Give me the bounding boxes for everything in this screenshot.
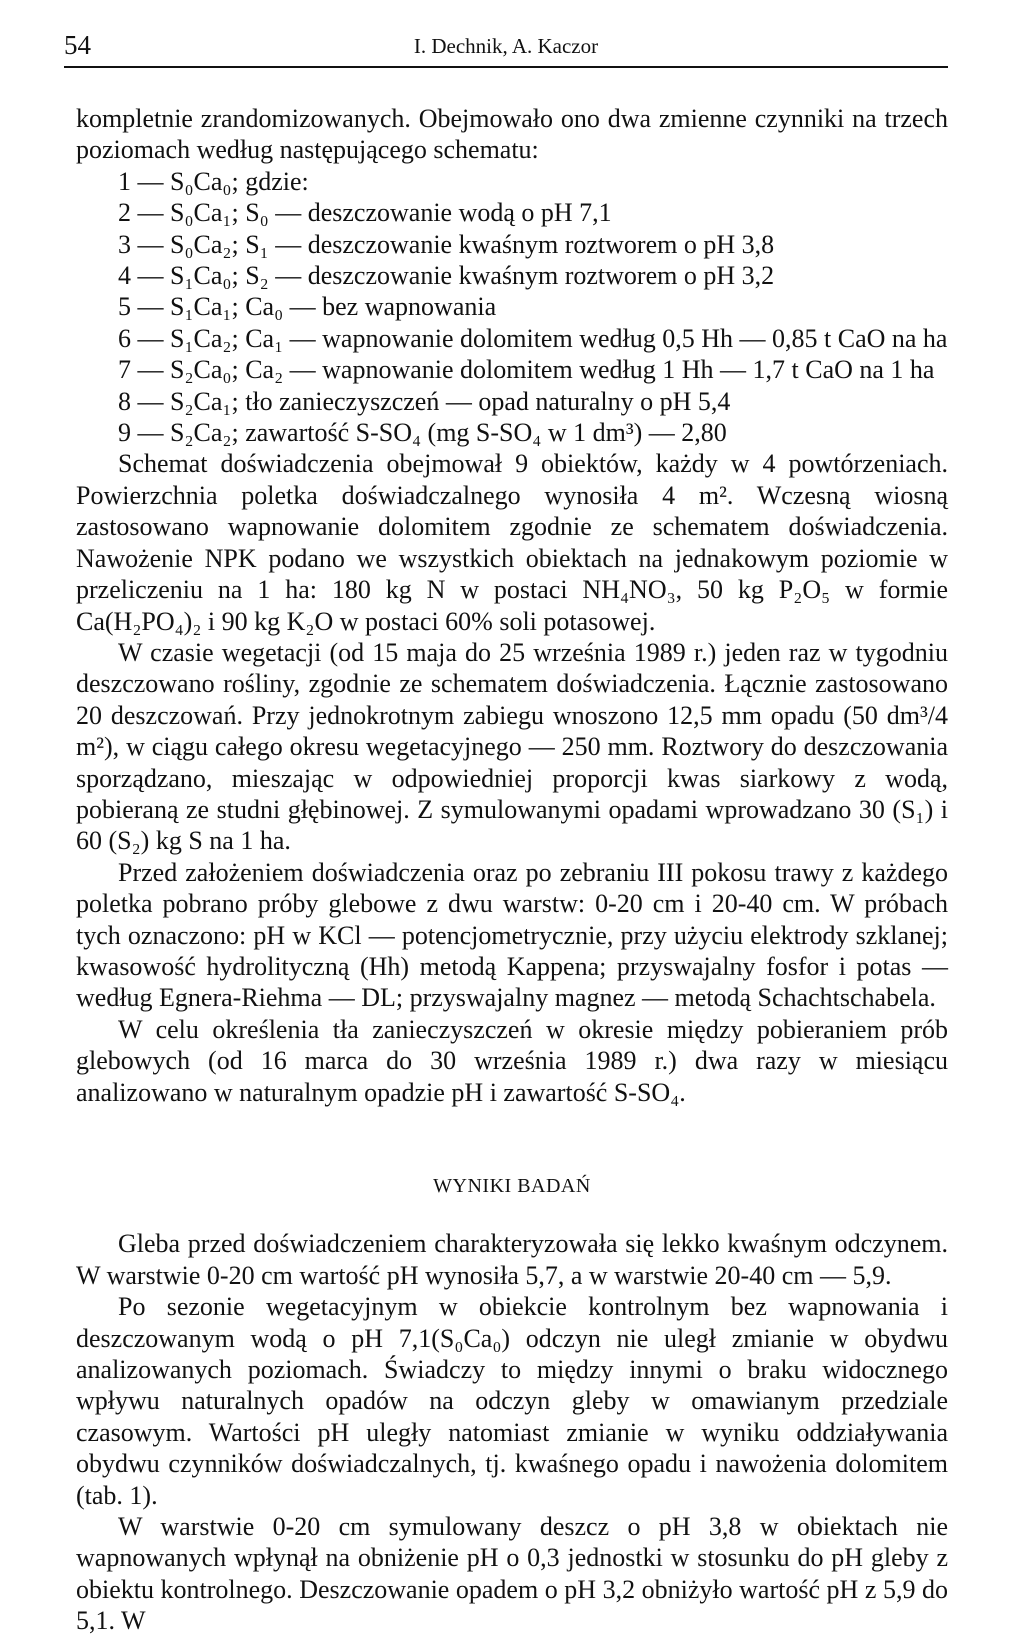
page-header [64, 26, 948, 68]
scheme-item: 7 — S₂Ca₀; Ca₂ — wapnowanie dolomitem według 1 Hh — 1,7 t CaO na 1 ha [118, 355, 935, 385]
scheme-item: 4 — S₁Ca₀; S₂ — deszczowanie kwaśnym roztworem o pH 3,2 [118, 261, 775, 291]
scheme-item: 2 — S₀Ca₁; S₀ — deszczowanie wodą o pH 7,1 [118, 198, 612, 228]
scheme-item: 8 — S₂Ca₁; tło zanieczyszczeń — opad naturalny o pH 5,4 [118, 386, 731, 416]
scheme-item: 1 — S₀Ca₀; gdzie: [118, 166, 309, 196]
page-body [76, 103, 948, 1637]
scheme-item: 9 — S₂Ca₂; zawartość S-SO₄ (mg S-SO₄ w 1 dm³) — 2,80 [118, 418, 727, 448]
scheme-item: 5 — S₁Ca₁; Ca₀ — bez wapnowania [118, 292, 497, 322]
paragraph-scheme-description: Schemat doświadczenia obejmował 9 obiektów, każdy w 4 powtórzeniach. Powierzchnia poletka doświadczalnego wynosiła 4 m². Wczesną wiosną zastosowano wapnowanie dolomitem zgodnie ze schematem doświadczenia. Nawożenie NPK podano we wszystkich obiektach na jednakowym poziomie w przeliczeniu na 1 ha: 180 kg N w postaci NH₄NO₃, 50 kg P₂O₅ w formie Ca(H₂PO₄)₂ i 90 kg K₂O w postaci 60% soli potasowej. [76, 449, 948, 636]
paragraph-background-pollution: W celu określenia tła zanieczyszczeń w okresie między pobieraniem prób glebowych (od 16 marca do 30 września 1989 r.) dwa razy w miesiącu analizowano w naturalnym opadzie pH i zawartość S-SO₄. [76, 1014, 948, 1107]
results-paragraph-topsoil: W warstwie 0-20 cm symulowany deszcz o pH 3,8 w obiektach nie wapnowanych wpłynął na obniżenie pH o 0,3 jednostki w stosunku do pH gleby z obiektu kontrolnego. Deszczowanie opadem o pH 3,2 obniżyło wartość pH z 5,9 do 5,1. W [76, 1512, 948, 1636]
scheme-item: 6 — S₁Ca₂; Ca₁ — wapnowanie dolomitem według 0,5 Hh — 0,85 t CaO na ha [118, 323, 948, 353]
intro-paragraph: kompletnie zrandomizowanych. Obejmowało ono dwa zmienne czynniki na trzech poziomach według następującego schematu: [76, 104, 948, 165]
paragraph-soil-sampling: Przed założeniem doświadczenia oraz po zebraniu III pokosu trawy z każdego poletka pobrano próby glebowe z dwu warstw: 0-20 cm i 20-40 cm. W próbach tych oznaczono: pH w KCl — potencjometrycznie, przy użyciu elektrody szklanej; kwasowość hydrolityczną (Hh) metodą Kappena; przyswajalny fosfor i potas — według Egnera-Riehma — DL; przyswajalny magnez — metodą Schachtschabela. [76, 857, 948, 1013]
paragraph-irrigation: W czasie wegetacji (od 15 maja do 25 września 1989 r.) jeden raz w tygodniu deszczowano rośliny, zgodnie ze schematem doświadczenia. Łącznie zastosowano 20 deszczowań. Przy jednokrotnym zabiegu wnoszono 12,5 mm opadu (50 dm³/4 m²), w ciągu całego okresu wegetacyjnego — 250 mm. Roztwory do deszczowania sporządzano, mieszając w odpowiedniej proporcji kwas siarkowy z wodą, pobieraną ze studni głębinowej. Z symulowanymi opadami wprowadzano 30 (S₁) i 60 (S₂) kg S na 1 ha. [76, 637, 948, 856]
scheme-item: 3 — S₀Ca₂; S₁ — deszczowanie kwaśnym roztworem o pH 3,8 [118, 229, 775, 259]
running-head-authors: I. Dechnik, A. Kaczor [413, 34, 599, 58]
experiment-scheme-list [118, 166, 948, 449]
section-title-results: WYNIKI BADAŃ [433, 1175, 591, 1197]
page-number: 54 [64, 30, 91, 60]
results-paragraph-initial-soil: Gleba przed doświadczeniem charakteryzowała się lekko kwaśnym odczynem. W warstwie 0-20 cm wartość pH wynosiła 5,7, a w warstwie 20-40 cm — 5,9. [76, 1229, 948, 1290]
results-paragraph-control: Po sezonie wegetacyjnym w obiekcie kontrolnym bez wapnowania i deszczowanym wodą o pH 7,1(S₀Ca₀) odczyn nie uległ zmianie w obydwu analizowanych poziomach. Świadczy to między innymi o braku widocznego wpływu naturalnych opadów na odczyn gleby w omawianym przedziale czasowym. Wartości pH uległy natomiast zmianie w wyniku oddziaływania obydwu czynników doświadczalnych, tj. kwaśnego opadu i nawożenia dolomitem (tab. 1). [76, 1292, 948, 1510]
